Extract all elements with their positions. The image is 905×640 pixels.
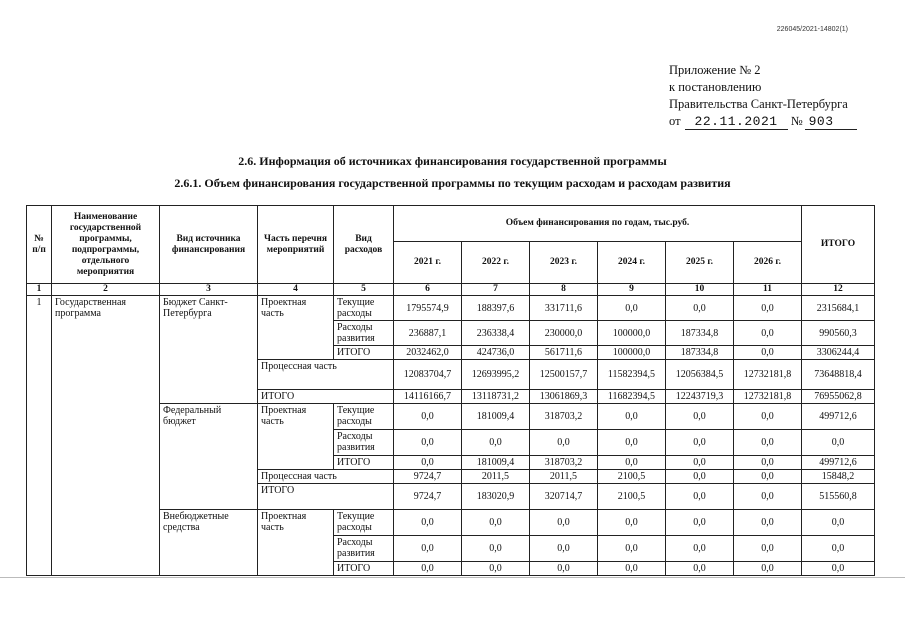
- source-cell: Бюджет Санкт-Петербурга: [160, 296, 258, 404]
- column-number: 1: [27, 284, 52, 296]
- row-total-cell: 76955062,8: [802, 390, 875, 404]
- value-cell: 0,0: [666, 404, 734, 430]
- header-program-name: Наименование государственной программы, подпрограммы, отдельного мероприятия: [52, 206, 160, 284]
- value-cell: 2011,5: [530, 470, 598, 484]
- value-cell: 2011,5: [462, 470, 530, 484]
- project-part-cell: Проектная часть: [258, 404, 334, 470]
- value-cell: 12693995,2: [462, 360, 530, 390]
- row-total-cell: 2315684,1: [802, 296, 875, 321]
- program-name-cell: Государственная программа: [52, 296, 160, 576]
- value-cell: 2032462,0: [394, 346, 462, 360]
- value-cell: 0,0: [394, 456, 462, 470]
- expense-type-cell: Расходы развития: [334, 430, 394, 456]
- column-number: 6: [394, 284, 462, 296]
- column-number: 5: [334, 284, 394, 296]
- value-cell: 0,0: [734, 510, 802, 536]
- value-cell: 0,0: [734, 484, 802, 510]
- process-part-cell: Процессная часть: [258, 470, 394, 484]
- expense-type-cell: Текущие расходы: [334, 296, 394, 321]
- value-cell: 0,0: [598, 430, 666, 456]
- header-year: 2023 г.: [530, 242, 598, 284]
- column-number: 10: [666, 284, 734, 296]
- row-total-cell: 15848,2: [802, 470, 875, 484]
- expense-type-cell: Текущие расходы: [334, 510, 394, 536]
- value-cell: 0,0: [734, 321, 802, 346]
- value-cell: 12732181,8: [734, 390, 802, 404]
- row-total-cell: 0,0: [802, 430, 875, 456]
- value-cell: 0,0: [734, 536, 802, 562]
- value-cell: 561711,6: [530, 346, 598, 360]
- row-total-cell: 515560,8: [802, 484, 875, 510]
- value-cell: 0,0: [598, 456, 666, 470]
- value-cell: 0,0: [598, 296, 666, 321]
- value-cell: 0,0: [598, 562, 666, 576]
- value-cell: 331711,6: [530, 296, 598, 321]
- value-cell: 12056384,5: [666, 360, 734, 390]
- header-year: 2026 г.: [734, 242, 802, 284]
- value-cell: 181009,4: [462, 456, 530, 470]
- value-cell: 0,0: [394, 562, 462, 576]
- expense-type-cell: Расходы развития: [334, 321, 394, 346]
- value-cell: 187334,8: [666, 346, 734, 360]
- value-cell: 0,0: [530, 536, 598, 562]
- value-cell: 0,0: [394, 430, 462, 456]
- row-index: 1: [27, 296, 52, 576]
- value-cell: 188397,6: [462, 296, 530, 321]
- appendix-number: 903: [805, 115, 857, 130]
- section-title: 2.6. Информация об источниках финансирования государственной программы: [238, 154, 667, 168]
- column-number: 11: [734, 284, 802, 296]
- header-year: 2025 г.: [666, 242, 734, 284]
- column-number: 9: [598, 284, 666, 296]
- source-total-cell: ИТОГО: [258, 484, 394, 510]
- source-cell: Федеральный бюджет: [160, 404, 258, 510]
- header-source-type: Вид источника финансирования: [160, 206, 258, 284]
- expense-type-cell: ИТОГО: [334, 456, 394, 470]
- table-row: [27, 296, 875, 321]
- source-total-cell: ИТОГО: [258, 390, 394, 404]
- value-cell: 187334,8: [666, 321, 734, 346]
- value-cell: 2100,5: [598, 470, 666, 484]
- value-cell: 0,0: [462, 430, 530, 456]
- value-cell: 13118731,2: [462, 390, 530, 404]
- value-cell: 181009,4: [462, 404, 530, 430]
- appendix-resolution-label: к постановлению: [669, 80, 762, 94]
- value-cell: 0,0: [530, 430, 598, 456]
- value-cell: 0,0: [598, 510, 666, 536]
- appendix-title: Приложение № 2: [669, 63, 761, 77]
- row-total-cell: 73648818,4: [802, 360, 875, 390]
- value-cell: 0,0: [598, 404, 666, 430]
- column-number: 4: [258, 284, 334, 296]
- header-years-group: Объем финансирования по годам, тыс.руб.: [394, 206, 802, 242]
- source-cell: Внебюджетные средства: [160, 510, 258, 576]
- value-cell: 0,0: [462, 510, 530, 536]
- appendix-from-label: от: [669, 114, 681, 128]
- value-cell: 236338,4: [462, 321, 530, 346]
- appendix-date: 22.11.2021: [685, 115, 788, 130]
- value-cell: 230000,0: [530, 321, 598, 346]
- appendix-block: [669, 62, 869, 130]
- header-activity-part: Часть перечня мероприятий: [258, 206, 334, 284]
- value-cell: 183020,9: [462, 484, 530, 510]
- value-cell: 0,0: [734, 296, 802, 321]
- row-total-cell: 3306244,4: [802, 346, 875, 360]
- value-cell: 0,0: [394, 510, 462, 536]
- value-cell: 0,0: [734, 456, 802, 470]
- value-cell: 0,0: [666, 470, 734, 484]
- column-number: 7: [462, 284, 530, 296]
- project-part-cell: Проектная часть: [258, 510, 334, 576]
- header-row-number: № п/п: [27, 206, 52, 284]
- value-cell: 14116166,7: [394, 390, 462, 404]
- value-cell: 1795574,9: [394, 296, 462, 321]
- value-cell: 0,0: [666, 562, 734, 576]
- value-cell: 318703,2: [530, 456, 598, 470]
- expense-type-cell: Расходы развития: [334, 536, 394, 562]
- appendix-government-label: Правительства Санкт-Петербурга: [669, 97, 848, 111]
- value-cell: 0,0: [666, 536, 734, 562]
- value-cell: 9724,7: [394, 484, 462, 510]
- column-number: 12: [802, 284, 875, 296]
- column-numbers-row: [27, 284, 875, 296]
- value-cell: 0,0: [734, 346, 802, 360]
- page-bottom-rule: [0, 577, 905, 578]
- value-cell: 9724,7: [394, 470, 462, 484]
- value-cell: 0,0: [734, 430, 802, 456]
- column-number: 8: [530, 284, 598, 296]
- value-cell: 0,0: [734, 404, 802, 430]
- header-year: 2022 г.: [462, 242, 530, 284]
- value-cell: 12083704,7: [394, 360, 462, 390]
- value-cell: 0,0: [530, 562, 598, 576]
- row-total-cell: 499712,6: [802, 404, 875, 430]
- value-cell: 320714,7: [530, 484, 598, 510]
- value-cell: 0,0: [394, 536, 462, 562]
- column-number: 3: [160, 284, 258, 296]
- financing-table: [26, 205, 875, 576]
- row-total-cell: 499712,6: [802, 456, 875, 470]
- value-cell: 2100,5: [598, 484, 666, 510]
- value-cell: 0,0: [666, 430, 734, 456]
- project-part-cell: Проектная часть: [258, 296, 334, 360]
- value-cell: 12243719,3: [666, 390, 734, 404]
- value-cell: 12500157,7: [530, 360, 598, 390]
- value-cell: 0,0: [598, 536, 666, 562]
- value-cell: 424736,0: [462, 346, 530, 360]
- value-cell: 0,0: [530, 510, 598, 536]
- row-total-cell: 990560,3: [802, 321, 875, 346]
- subsection-title: 2.6.1. Объем финансирования государственной программы по текущим расходам и расходам развития: [174, 176, 731, 190]
- value-cell: 100000,0: [598, 321, 666, 346]
- row-total-cell: 0,0: [802, 562, 875, 576]
- value-cell: 0,0: [394, 404, 462, 430]
- appendix-date-line: [669, 113, 869, 130]
- value-cell: 0,0: [462, 562, 530, 576]
- expense-type-cell: Текущие расходы: [334, 404, 394, 430]
- header-total: ИТОГО: [802, 206, 875, 284]
- row-total-cell: 0,0: [802, 536, 875, 562]
- value-cell: 236887,1: [394, 321, 462, 346]
- value-cell: 0,0: [734, 470, 802, 484]
- value-cell: 0,0: [666, 510, 734, 536]
- value-cell: 100000,0: [598, 346, 666, 360]
- value-cell: 13061869,3: [530, 390, 598, 404]
- value-cell: 11682394,5: [598, 390, 666, 404]
- row-total-cell: 0,0: [802, 510, 875, 536]
- value-cell: 12732181,8: [734, 360, 802, 390]
- value-cell: 11582394,5: [598, 360, 666, 390]
- value-cell: 0,0: [666, 456, 734, 470]
- header-year: 2021 г.: [394, 242, 462, 284]
- document-registration-number: 226045/2021-14802(1): [776, 26, 848, 33]
- expense-type-cell: ИТОГО: [334, 562, 394, 576]
- header-year: 2024 г.: [598, 242, 666, 284]
- value-cell: 0,0: [666, 484, 734, 510]
- process-part-cell: Процессная часть: [258, 360, 394, 390]
- value-cell: 0,0: [462, 536, 530, 562]
- appendix-number-label: №: [790, 114, 803, 128]
- expense-type-cell: ИТОГО: [334, 346, 394, 360]
- value-cell: 0,0: [734, 562, 802, 576]
- value-cell: 0,0: [666, 296, 734, 321]
- column-number: 2: [52, 284, 160, 296]
- value-cell: 318703,2: [530, 404, 598, 430]
- header-expense-type: Вид расходов: [334, 206, 394, 284]
